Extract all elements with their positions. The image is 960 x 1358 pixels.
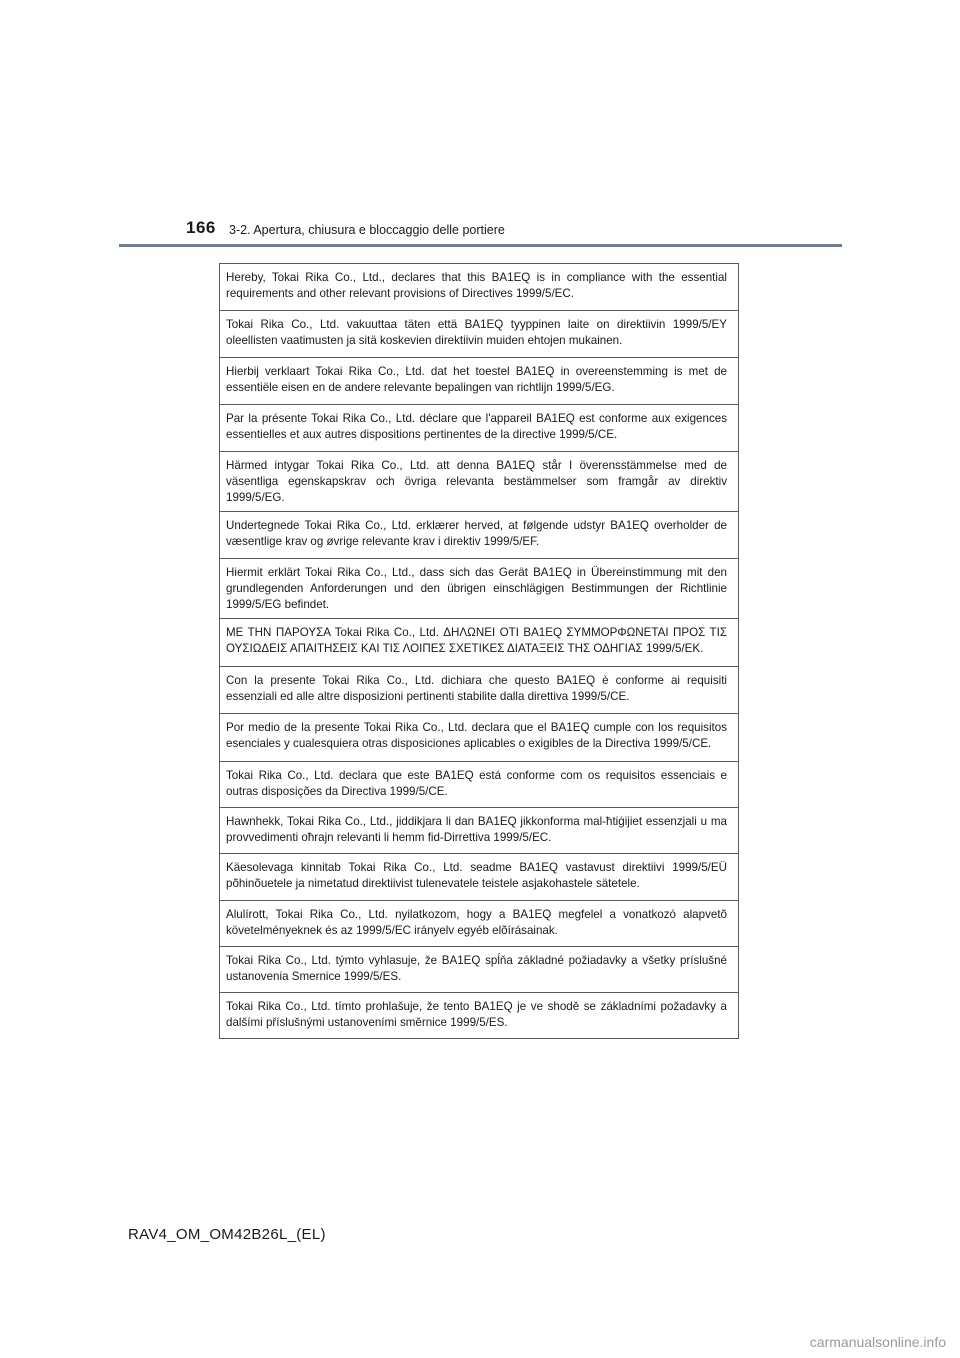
declaration-text: Tokai Rika Co., Ltd. týmto vyhlasuje, že BA1EQ spĺňa základné požiadavky a všetky príslušné ustanovenia Smernice 1999/5/ES. <box>220 947 739 993</box>
declaration-row-finnish <box>220 311 739 358</box>
declaration-row-slovak <box>220 947 739 993</box>
page-number: 166 <box>186 218 216 237</box>
declaration-text: Con la presente Tokai Rika Co., Ltd. dichiara che questo BA1EQ è conforme ai requisiti essenziali ed alle altre disposizioni pertinenti stabilite dalla direttiva 1999/5/CE. <box>220 667 739 714</box>
declaration-text: Tokai Rika Co., Ltd. declara que este BA1EQ está conforme com os requisitos essenciais e outras disposições da Directiva 1999/5/CE. <box>220 762 739 808</box>
declaration-row-spanish <box>220 714 739 762</box>
declaration-table <box>219 263 739 1039</box>
declaration-row-german <box>220 559 739 619</box>
declaration-text: Hawnhekk, Tokai Rika Co., Ltd., jiddikjara li dan BA1EQ jikkonforma mal-ħtiġijiet essenzjali u ma provvedimenti oħrajn relevanti li hemm fid-Dirrettiva 1999/5/EC. <box>220 808 739 854</box>
declaration-text: Hierbij verklaart Tokai Rika Co., Ltd. dat het toestel BA1EQ in overeenstemming is met de essentiële eisen en de andere relevante bepalingen van richtlijn 1999/5/EG. <box>220 358 739 405</box>
declaration-text: Käesolevaga kinnitab Tokai Rika Co., Ltd. seadme BA1EQ vastavust direktiivi 1999/5/EÜ põhinõuetele ja nimetatud direktiivist tulenevatele teistele asjakohastele sätetele. <box>220 854 739 901</box>
section-title: 3-2. Apertura, chiusura e bloccaggio delle portiere <box>229 223 505 237</box>
declaration-text: Par la présente Tokai Rika Co., Ltd. déclare que l'appareil BA1EQ est conforme aux exigences essentielles et aux autres dispositions pertinentes de la directive 1999/5/CE. <box>220 405 739 452</box>
declaration-row-hungarian <box>220 901 739 947</box>
document-code: RAV4_OM_OM42B26L_(EL) <box>128 1226 326 1243</box>
declaration-row-portuguese <box>220 762 739 808</box>
declaration-row-maltese <box>220 808 739 854</box>
declaration-row-greek <box>220 619 739 667</box>
declaration-row-danish <box>220 512 739 559</box>
declaration-text: Hereby, Tokai Rika Co., Ltd., declares that this BA1EQ is in compliance with the essential requirements and other relevant provisions of Directives 1999/5/EC. <box>220 264 739 311</box>
declaration-row-italian <box>220 667 739 714</box>
declaration-text: Tokai Rika Co., Ltd. tímto prohlašuje, že tento BA1EQ je ve shodě se základními požadavky a dalšími příslušnými ustanoveními směrnice 1999/5/ES. <box>220 993 739 1039</box>
declaration-text: Por medio de la presente Tokai Rika Co., Ltd. declara que el BA1EQ cumple con los requisitos esenciales y cualesquiera otras disposiciones aplicables o exigibles de la Directiva 1999/5/CE. <box>220 714 739 762</box>
declaration-row-swedish <box>220 452 739 512</box>
header-rule <box>119 244 842 247</box>
declaration-row-dutch <box>220 358 739 405</box>
declaration-text: Alulírott, Tokai Rika Co., Ltd. nyilatkozom, hogy a BA1EQ megfelel a vonatkozó alapvetõ követelményeknek és az 1999/5/EC irányelv egyéb elõírásainak. <box>220 901 739 947</box>
declaration-text: Undertegnede Tokai Rika Co., Ltd. erklærer herved, at følgende udstyr BA1EQ overholder de væsentlige krav og øvrige relevante krav i direktiv 1999/5/EF. <box>220 512 739 559</box>
watermark: carmanualsonline.info <box>809 1334 946 1350</box>
declaration-text: ΜΕ ΤΗΝ ΠΑΡΟΥΣΑ Tokai Rika Co., Ltd. ΔΗΛΩΝΕΙ ΟΤΙ BA1EQ ΣΥΜΜΟΡΦΩΝΕΤΑΙ ΠΡΟΣ ΤΙΣ ΟΥΣΙΩΔΕΙΣ ΑΠΑΙΤΗΣΕΙΣ ΚΑΙ ΤΙΣ ΛΟΙΠΕΣ ΣΧΕΤΙΚΕΣ ΔΙΑΤΑΞΕΙΣ ΤΗΣ ΟΔΗΓΙΑΣ 1999/5/ΕΚ. <box>220 619 739 667</box>
declaration-row-czech <box>220 993 739 1039</box>
declaration-row-french <box>220 405 739 452</box>
declaration-text: Härmed intygar Tokai Rika Co., Ltd. att denna BA1EQ står I överensstämmelse med de väsentliga egenskapskrav och övriga relevanta bestämmelser som framgår av direktiv 1999/5/EG. <box>220 452 739 512</box>
declaration-row-english <box>220 264 739 311</box>
declaration-row-estonian <box>220 854 739 901</box>
declaration-text: Hiermit erklärt Tokai Rika Co., Ltd., dass sich das Gerät BA1EQ in Übereinstimmung mit den grundlegenden Anforderungen und den übrigen einschlägigen Bestimmungen der Richtlinie 1999/5/EG befindet. <box>220 559 739 619</box>
declaration-text: Tokai Rika Co., Ltd. vakuuttaa täten että BA1EQ tyyppinen laite on direktiivin 1999/5/EY oleellisten vaatimusten ja sitä koskevien direktiivin muiden ehtojen mukainen. <box>220 311 739 358</box>
